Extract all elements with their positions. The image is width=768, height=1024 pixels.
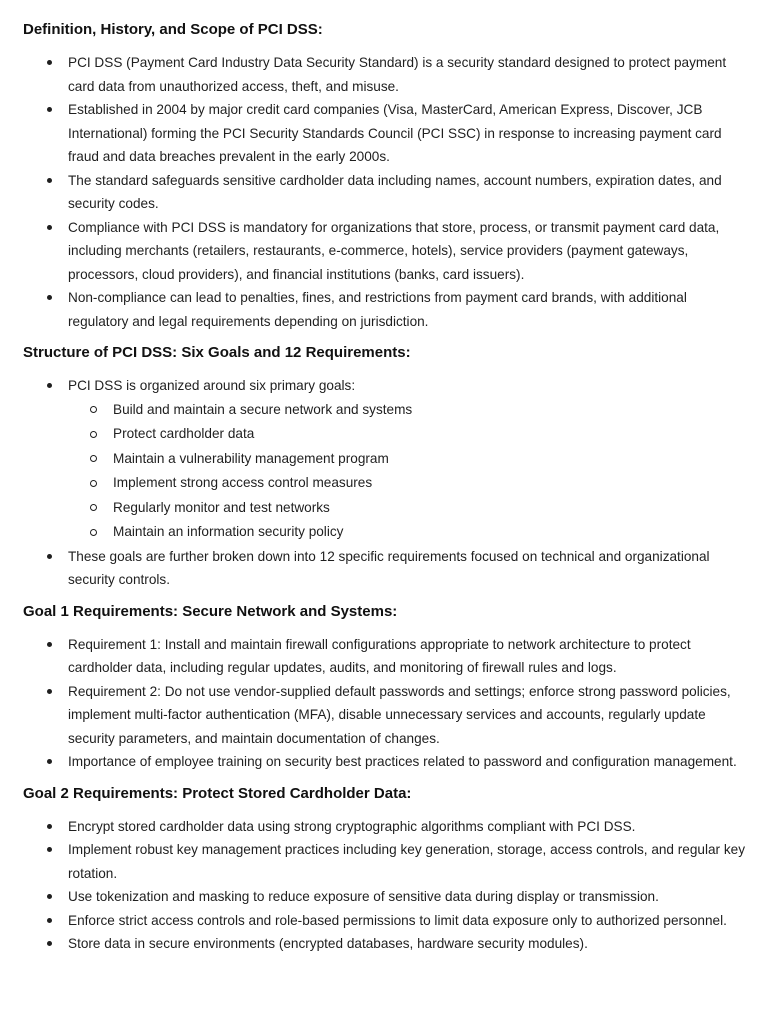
bullet-list bbox=[23, 815, 746, 956]
sub-list-item: Maintain an information security policy bbox=[68, 520, 746, 545]
sub-list-item: Regularly monitor and test networks bbox=[68, 496, 746, 521]
list-item bbox=[23, 374, 746, 545]
section-definition bbox=[23, 20, 746, 333]
section-goal-1 bbox=[23, 602, 746, 774]
section-heading: Structure of PCI DSS: Six Goals and 12 Requirements: bbox=[23, 344, 411, 361]
section-heading: Goal 1 Requirements: Secure Network and Systems: bbox=[23, 602, 398, 620]
bullet-list bbox=[23, 633, 746, 774]
list-item: These goals are further broken down into 12 specific requirements focused on technical and organizational security controls. bbox=[23, 545, 746, 592]
list-item: Encrypt stored cardholder data using strong cryptographic algorithms compliant with PCI DSS. bbox=[23, 815, 746, 839]
sub-list-item: Maintain a vulnerability management program bbox=[68, 447, 746, 472]
section-heading: Definition, History, and Scope of PCI DSS: bbox=[23, 21, 323, 38]
list-item: Requirement 1: Install and maintain firewall configurations appropriate to network architecture to protect cardholder data, including regular updates, audits, and monitoring of firewall rules and logs. bbox=[23, 633, 746, 680]
list-item: Store data in secure environments (encrypted databases, hardware security modules). bbox=[23, 932, 746, 956]
list-item: Enforce strict access controls and role-based permissions to limit data exposure only to authorized personnel. bbox=[23, 909, 746, 933]
list-item: Implement robust key management practices including key generation, storage, access controls, and regular key rotation. bbox=[23, 838, 746, 885]
list-item: PCI DSS (Payment Card Industry Data Security Standard) is a security standard designed to protect payment card data from unauthorized access, theft, and misuse. bbox=[23, 51, 746, 98]
list-item: Compliance with PCI DSS is mandatory for organizations that store, process, or transmit payment card data, including merchants (retailers, restaurants, e-commerce, hotels), service providers (payment gateways, processors, cloud providers), and financial institutions (banks, card issuers). bbox=[23, 216, 746, 287]
section-structure bbox=[23, 343, 746, 592]
bullet-list bbox=[23, 374, 746, 592]
sub-list-item: Protect cardholder data bbox=[68, 422, 746, 447]
goals-sublist bbox=[68, 398, 746, 545]
list-item: Non-compliance can lead to penalties, fines, and restrictions from payment card brands, with additional regulatory and legal requirements depending on jurisdiction. bbox=[23, 286, 746, 333]
list-item: Importance of employee training on security best practices related to password and configuration management. bbox=[23, 750, 746, 774]
bullet-list bbox=[23, 51, 746, 333]
list-item-text: PCI DSS is organized around six primary goals: bbox=[68, 378, 356, 393]
list-item: The standard safeguards sensitive cardholder data including names, account numbers, expiration dates, and security codes. bbox=[23, 169, 746, 216]
sub-list-item: Build and maintain a secure network and systems bbox=[68, 398, 746, 423]
list-item: Established in 2004 by major credit card companies (Visa, MasterCard, American Express, Discover, JCB International) forming the PCI Security Standards Council (PCI SSC) in response to increasing payment card fraud and data breaches prevalent in the early 2000s. bbox=[23, 98, 746, 169]
list-item: Use tokenization and masking to reduce exposure of sensitive data during display or transmission. bbox=[23, 885, 746, 909]
section-goal-2 bbox=[23, 784, 746, 956]
list-item: Requirement 2: Do not use vendor-supplied default passwords and settings; enforce strong password policies, implement multi-factor authentication (MFA), disable unnecessary services and accounts, regularly update security parameters, and maintain documentation of changes. bbox=[23, 680, 746, 751]
section-heading: Goal 2 Requirements: Protect Stored Cardholder Data: bbox=[23, 784, 412, 802]
sub-list-item: Implement strong access control measures bbox=[68, 471, 746, 496]
